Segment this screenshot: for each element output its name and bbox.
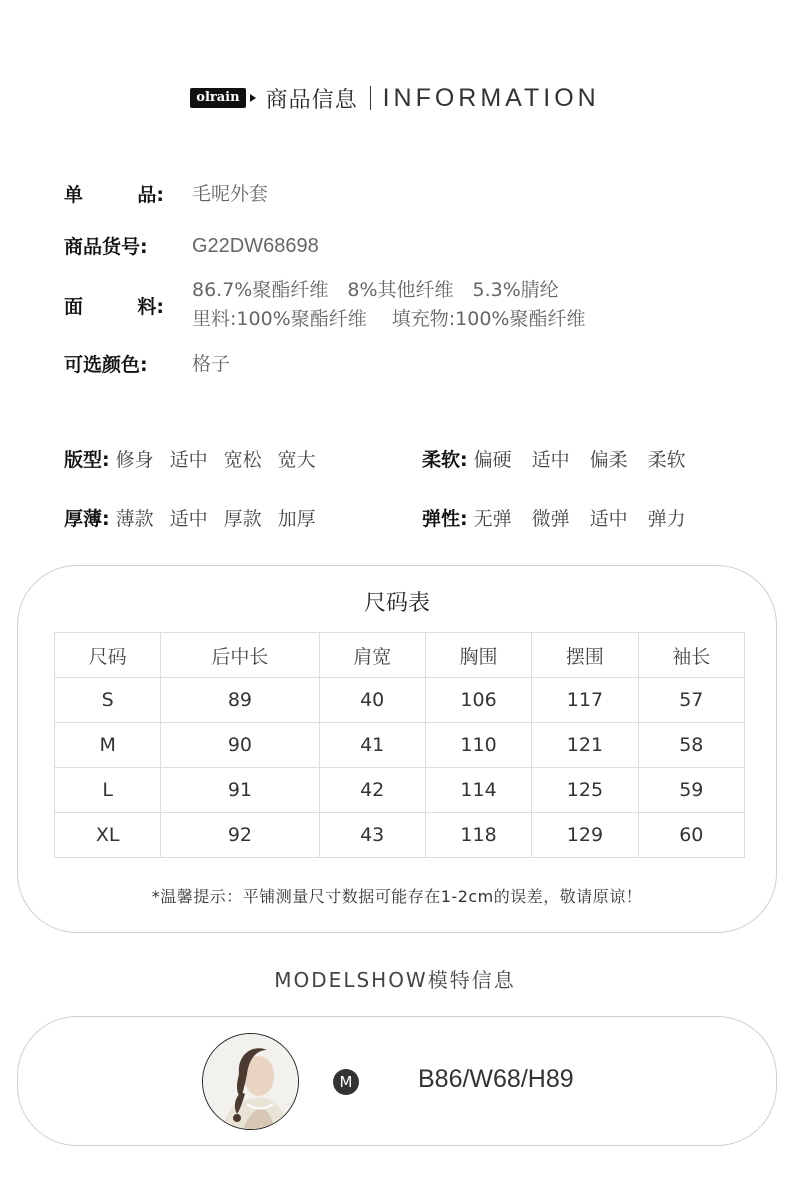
table-cell: 106: [425, 678, 531, 723]
attr-elasticity-option-selected: 微弹: [532, 504, 570, 531]
size-chart-title: 尺码表: [363, 591, 430, 616]
title-divider: [370, 86, 371, 110]
attr-elasticity-option: 弹力: [647, 507, 686, 530]
table-cell: 43: [319, 813, 425, 858]
attr-fit-option: 适中: [169, 448, 208, 471]
attr-thickness-option: 薄款: [115, 507, 154, 530]
size-table-header: 胸围: [425, 633, 531, 678]
fabric-line-1: 86.7%聚酯纤维 8%其他纤维 5.3%腈纶: [192, 279, 559, 301]
attr-fit-option: 修身: [115, 448, 154, 471]
info-row-code: [64, 232, 319, 261]
attr-elasticity: [422, 502, 702, 532]
attr-fit: [64, 443, 332, 473]
attr-thickness-option: 加厚: [277, 507, 316, 530]
table-cell: 60: [638, 813, 744, 858]
table-cell: 41: [319, 723, 425, 768]
table-cell: 125: [532, 768, 638, 813]
table-cell: 90: [161, 723, 319, 768]
table-cell: 40: [319, 678, 425, 723]
attr-fit-option: 宽大: [277, 448, 316, 471]
attr-thickness: [64, 502, 332, 532]
attr-thickness-label: 厚薄:: [64, 507, 110, 530]
table-cell: 117: [532, 678, 638, 723]
logo-arrow-icon: [250, 94, 256, 102]
header-title-cn: 商品信息: [265, 87, 358, 113]
attr-softness-option: 柔软: [647, 448, 686, 471]
table-cell: 91: [161, 768, 319, 813]
table-row: [55, 678, 745, 723]
header-title-en: INFORMATION: [382, 83, 600, 112]
table-cell: 118: [425, 813, 531, 858]
model-portrait-icon: [203, 1034, 299, 1130]
color-value: 格子: [192, 353, 231, 375]
size-table-header-row: [55, 633, 745, 678]
table-cell: 59: [638, 768, 744, 813]
table-cell: 89: [161, 678, 319, 723]
measurement-note: *温馨提示：平铺测量尺寸数据可能存在1-2cm的误差，敬请原谅！: [151, 887, 643, 906]
attr-fit-label: 版型:: [64, 448, 110, 471]
attr-elasticity-option: 无弹: [473, 507, 512, 530]
attr-softness-option: 偏柔: [589, 448, 628, 471]
fabric-values: [192, 276, 585, 334]
attr-elasticity-option: 适中: [589, 507, 628, 530]
model-avatar: [202, 1033, 299, 1130]
size-table-header: 袖长: [638, 633, 744, 678]
attr-softness: [422, 443, 702, 473]
section-header: [0, 80, 790, 116]
table-row: [55, 813, 745, 858]
model-section-title: MODELSHOW模特信息: [274, 968, 516, 992]
table-cell: 42: [319, 768, 425, 813]
size-table-header: 后中长: [161, 633, 319, 678]
item-label: 单 品:: [64, 184, 164, 206]
code-label: 商品货号:: [64, 236, 148, 258]
table-cell: M: [55, 723, 161, 768]
attr-thickness-option: 适中: [169, 507, 208, 530]
info-row-color: [64, 350, 230, 379]
attr-thickness-option-selected: 厚款: [224, 504, 262, 531]
size-table-header: 肩宽: [319, 633, 425, 678]
code-value: G22DW68698: [192, 235, 319, 257]
table-cell: 129: [532, 813, 638, 858]
color-label: 可选颜色:: [64, 354, 148, 376]
attr-softness-label: 柔软:: [422, 448, 468, 471]
model-measurements: B86/W68/H89: [418, 1065, 574, 1093]
attr-elasticity-label: 弹性:: [422, 507, 468, 530]
table-cell: 121: [532, 723, 638, 768]
table-cell: 92: [161, 813, 319, 858]
table-cell: 58: [638, 723, 744, 768]
table-row: [55, 768, 745, 813]
table-cell: XL: [55, 813, 161, 858]
table-cell: 57: [638, 678, 744, 723]
attr-fit-option-selected: 宽松: [224, 445, 262, 472]
info-row-fabric: [64, 276, 585, 334]
model-card: [17, 1016, 777, 1146]
item-value: 毛呢外套: [192, 183, 269, 205]
brand-logo: olrain: [190, 88, 245, 108]
size-chart-card: [17, 565, 777, 933]
table-cell: 110: [425, 723, 531, 768]
table-cell: 114: [425, 768, 531, 813]
attr-softness-option-selected: 适中: [532, 445, 570, 472]
fabric-line-2: 里料:100%聚酯纤维 填充物:100%聚酯纤维: [192, 308, 586, 330]
table-row: [55, 723, 745, 768]
info-row-item: [64, 180, 268, 209]
size-table: [54, 632, 745, 858]
size-table-header: 尺码: [55, 633, 161, 678]
table-cell: L: [55, 768, 161, 813]
table-cell: S: [55, 678, 161, 723]
fabric-label: 面 料:: [64, 295, 164, 318]
model-size-badge: M: [333, 1069, 359, 1095]
attr-softness-option: 偏硬: [473, 448, 512, 471]
size-table-header: 摆围: [532, 633, 638, 678]
